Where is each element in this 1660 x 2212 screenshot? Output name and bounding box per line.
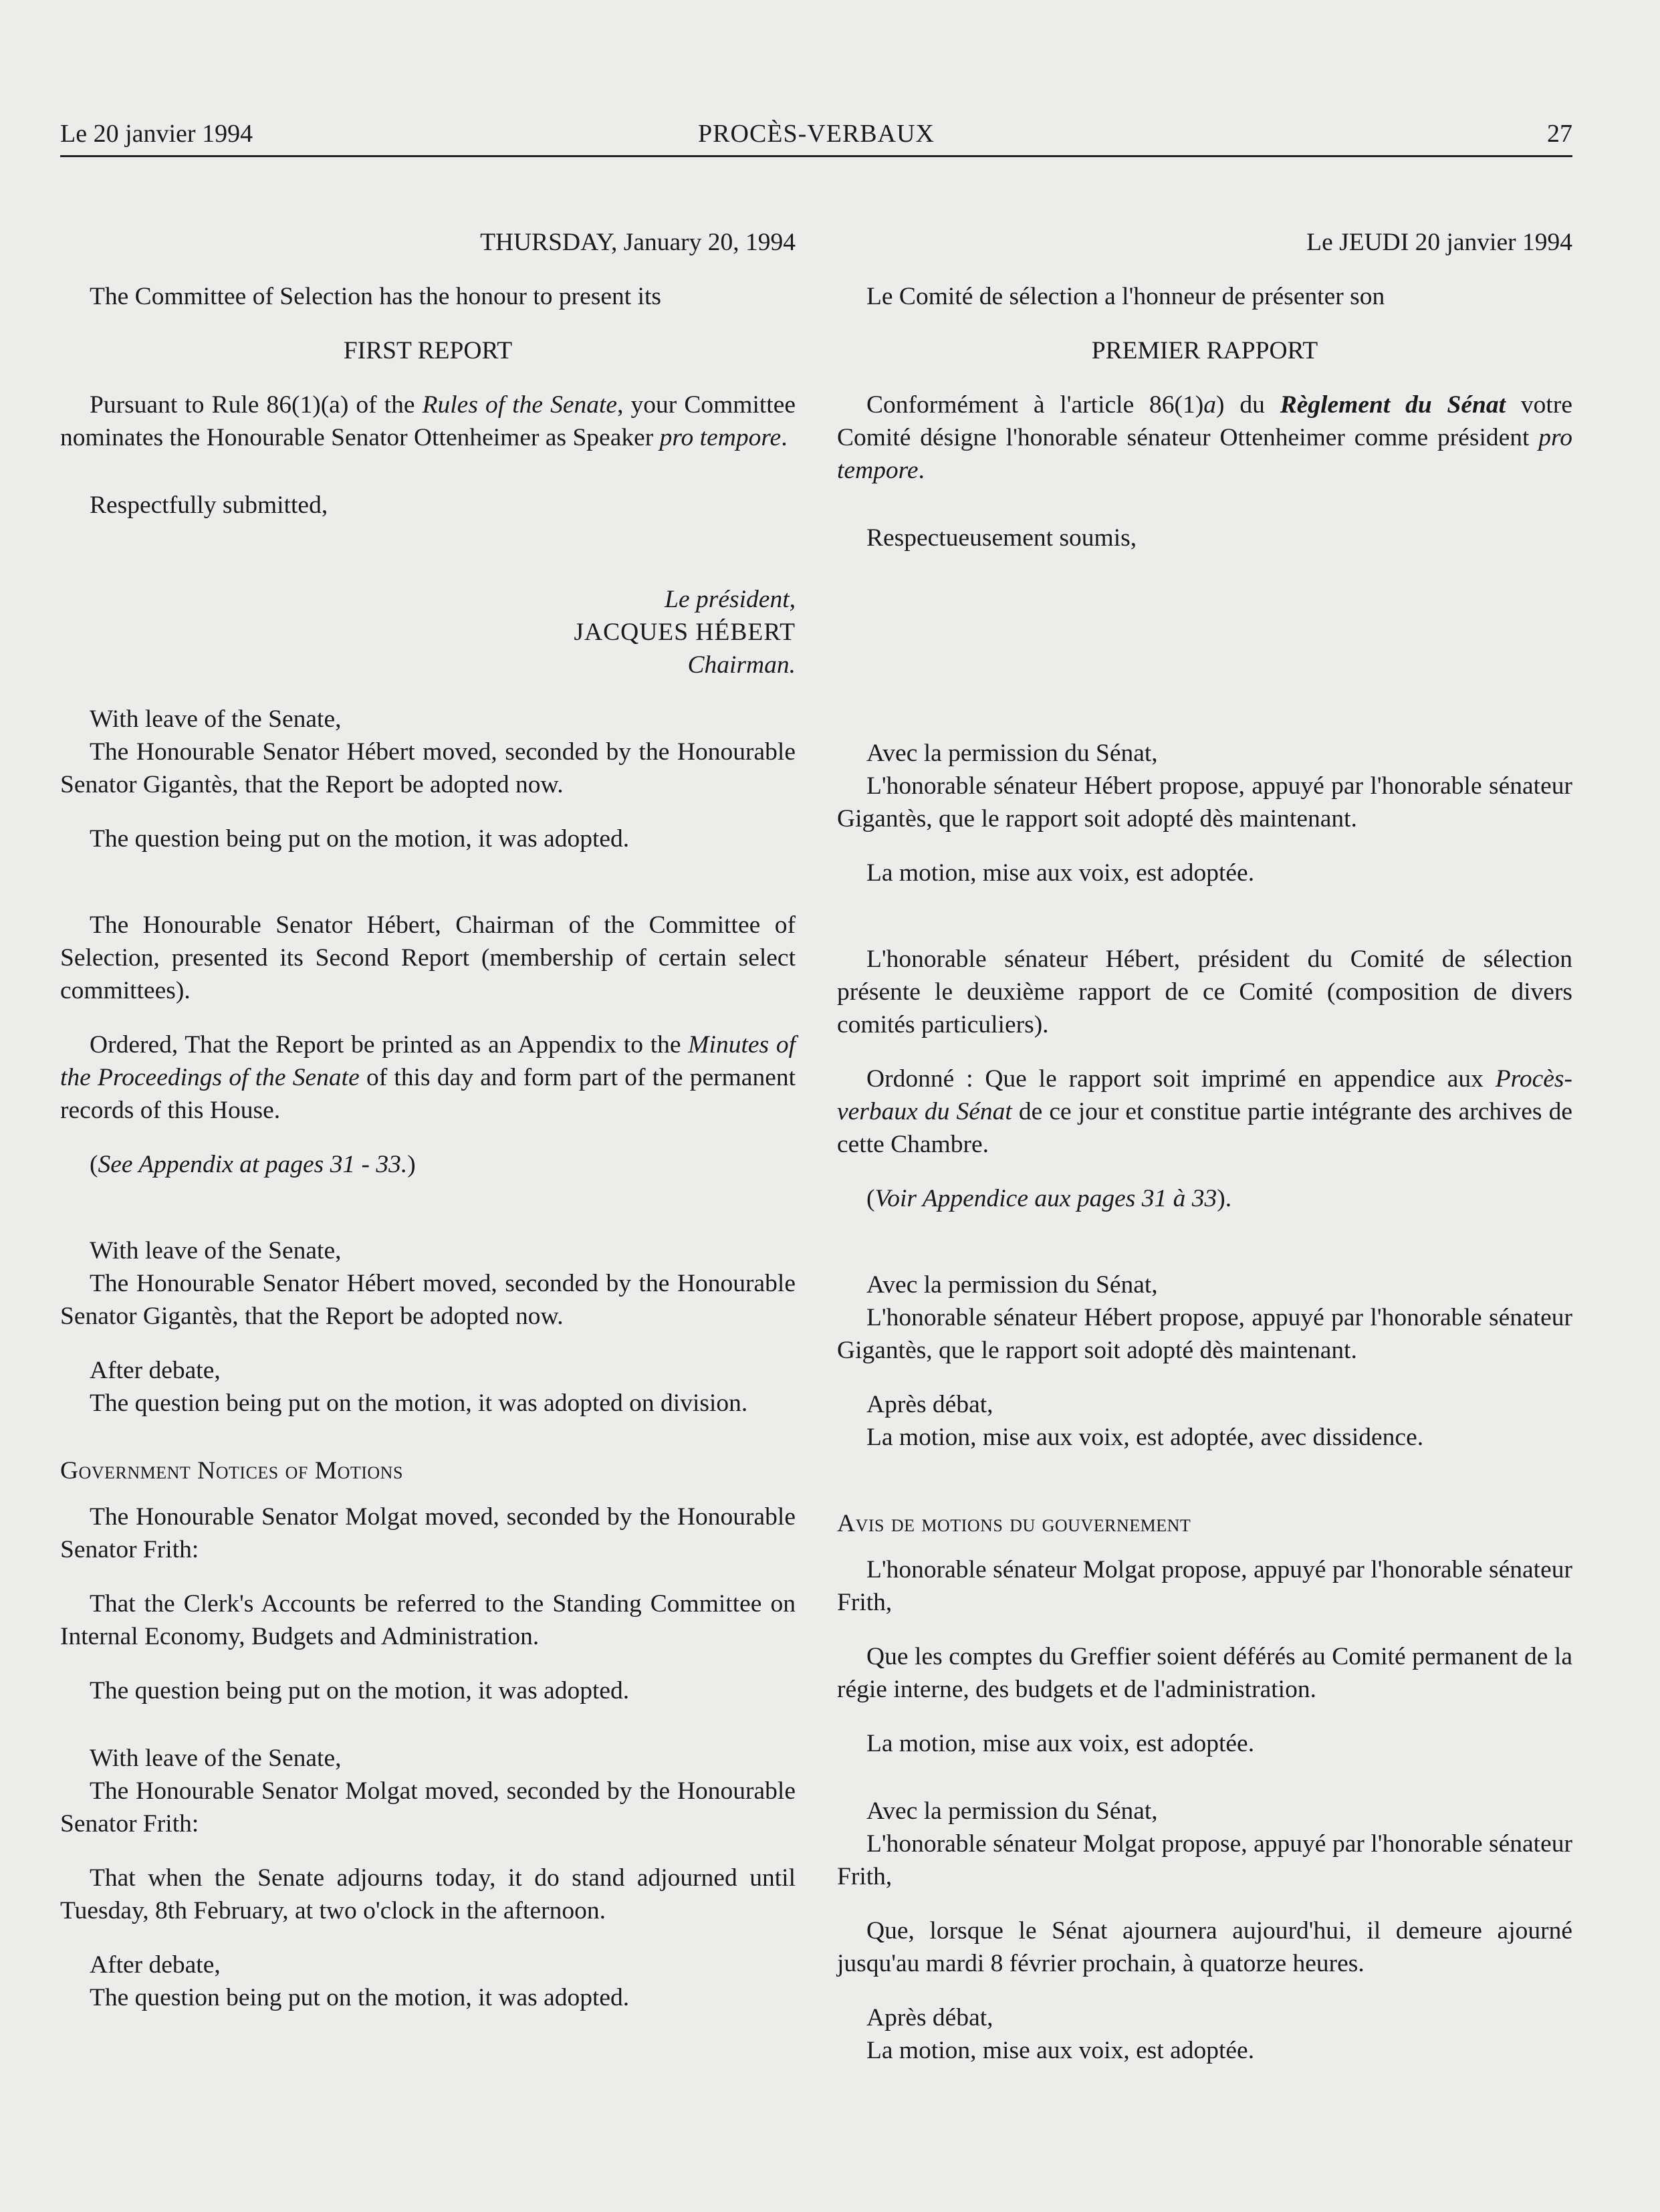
report-intro: Le Comité de sélection a l'honneur de présenter son — [866, 283, 1385, 310]
sitting-date: Le JEUDI 20 janvier 1994 — [1306, 229, 1572, 256]
leave-of-senate: Avec la permission du Sénat, — [866, 740, 1158, 767]
after-debate: After debate, — [90, 1951, 221, 1979]
second-report-text: The Honourable Senator Hébert, Chairman of the Committee of Selection, presented its Second Report (membership of certain select committees). — [60, 911, 796, 1004]
motion-result: La motion, mise aux voix, est adoptée. — [866, 1730, 1255, 1757]
header-rule — [60, 155, 1572, 157]
motion-text: L'honorable sénateur Hébert propose, appuyé par l'honorable sénateur Gigantès, que le rapport soit adopté dès maintenant. — [837, 1304, 1572, 1364]
english-column — [60, 226, 796, 2014]
report-intro: The Committee of Selection has the honour to present its — [90, 283, 662, 310]
leave-of-senate: Avec la permission du Sénat, — [866, 1797, 1158, 1825]
motion-text: The Honourable Senator Hébert moved, seconded by the Honourable Senator Gigantès, that the Report be adopted now. — [60, 1270, 796, 1330]
motion-result: The question being put on the motion, it was adopted. — [90, 1984, 630, 2011]
leave-of-senate: With leave of the Senate, — [90, 705, 342, 733]
report-body: Conformément à l'article 86(1)a) du Règlement du Sénat votre Comité désigne l'honorable sénateur Ottenheimer comme président pro tempore. — [837, 391, 1572, 484]
ordered-text: Ordonné : Que le rapport soit imprimé en appendice aux Procès-verbaux du Sénat de ce jour et constitue partie intégrante des archives de cette Chambre. — [837, 1065, 1573, 1158]
report-title: FIRST REPORT — [343, 337, 513, 364]
motion-text: L'honorable sénateur Molgat propose, appuyé par l'honorable sénateur Frith, — [837, 1830, 1572, 1890]
motion-text: The Honourable Senator Molgat moved, seconded by the Honourable Senator Frith: — [60, 1503, 796, 1563]
ordered-text: Ordered, That the Report be printed as an Appendix to the Minutes of the Proceedings of the Senate of this day and form part of the permanent records of this House. — [60, 1031, 796, 1124]
sitting-date: THURSDAY, January 20, 1994 — [480, 229, 796, 256]
leave-of-senate: With leave of the Senate, — [90, 1237, 342, 1264]
motion-text: The Honourable Senator Molgat moved, seconded by the Honourable Senator Frith: — [60, 1777, 796, 1838]
section-heading: Avis de motions du gouvernement — [837, 1510, 1191, 1537]
motion-text: L'honorable sénateur Molgat propose, appuyé par l'honorable sénateur Frith, — [837, 1556, 1572, 1616]
motion-result: La motion, mise aux voix, est adoptée. — [866, 2037, 1255, 2064]
signature-name: JACQUES HÉBERT — [574, 619, 796, 646]
motion-text: That when the Senate adjourns today, it do stand adjourned until Tuesday, 8th February, at two o'clock in the afternoon. — [60, 1864, 796, 1924]
leave-of-senate: With leave of the Senate, — [90, 1745, 342, 1772]
motion-result: The question being put on the motion, it was adopted. — [90, 825, 630, 853]
motion-result: La motion, mise aux voix, est adoptée, avec dissidence. — [866, 1424, 1424, 1451]
header-date: Le 20 janvier 1994 — [60, 120, 253, 148]
leave-of-senate: Avec la permission du Sénat, — [866, 1271, 1158, 1299]
signature-title: Chairman. — [687, 651, 796, 679]
section-heading: Government Notices of Motions — [60, 1457, 403, 1484]
after-debate: Après débat, — [866, 2004, 993, 2031]
report-title: PREMIER RAPPORT — [1091, 337, 1318, 364]
after-debate: Après débat, — [866, 1391, 993, 1418]
appendix-reference: (See Appendix at pages 31 - 33.) — [90, 1151, 416, 1178]
header-title: PROCÈS-VERBAUX — [698, 120, 935, 148]
signature-spacer — [837, 554, 1572, 737]
motion-result: The question being put on the motion, it was adopted on division. — [90, 1390, 748, 1417]
after-debate: After debate, — [90, 1357, 221, 1384]
page-number: 27 — [1547, 120, 1572, 148]
appendix-reference: (Voir Appendice aux pages 31 à 33). — [866, 1185, 1232, 1212]
motion-text: The Honourable Senator Hébert moved, seconded by the Honourable Senator Gigantès, that the Report be adopted now. — [60, 738, 796, 798]
signature-president: Le président, — [665, 586, 796, 613]
motion-text: Que, lorsque le Sénat ajournera aujourd'hui, il demeure ajourné jusqu'au mardi 8 février prochain, à quatorze heures. — [837, 1917, 1572, 1977]
report-body: Pursuant to Rule 86(1)(a) of the Rules of the Senate, your Committee nominates the Honourable Senator Ottenheimer as Speaker pro tempore. — [60, 391, 796, 451]
motion-text: That the Clerk's Accounts be referred to the Standing Committee on Internal Economy, Budgets and Administration. — [60, 1590, 796, 1650]
motion-text: Que les comptes du Greffier soient déférés au Comité permanent de la régie interne, des budgets et de l'administration. — [837, 1643, 1572, 1703]
second-report-text: L'honorable sénateur Hébert, président du Comité de sélection présente le deuxième rapport de ce Comité (composition de divers comités particuliers). — [837, 946, 1572, 1038]
motion-result: La motion, mise aux voix, est adoptée. — [866, 859, 1255, 887]
running-header — [60, 114, 1572, 154]
motion-text: L'honorable sénateur Hébert propose, appuyé par l'honorable sénateur Gigantès, que le rapport soit adopté dès maintenant. — [837, 772, 1572, 833]
motion-result: The question being put on the motion, it was adopted. — [90, 1677, 630, 1704]
french-column — [837, 226, 1572, 2067]
respectfully-submitted: Respectueusement soumis, — [866, 524, 1137, 552]
respectfully-submitted: Respectfully submitted, — [90, 491, 328, 519]
